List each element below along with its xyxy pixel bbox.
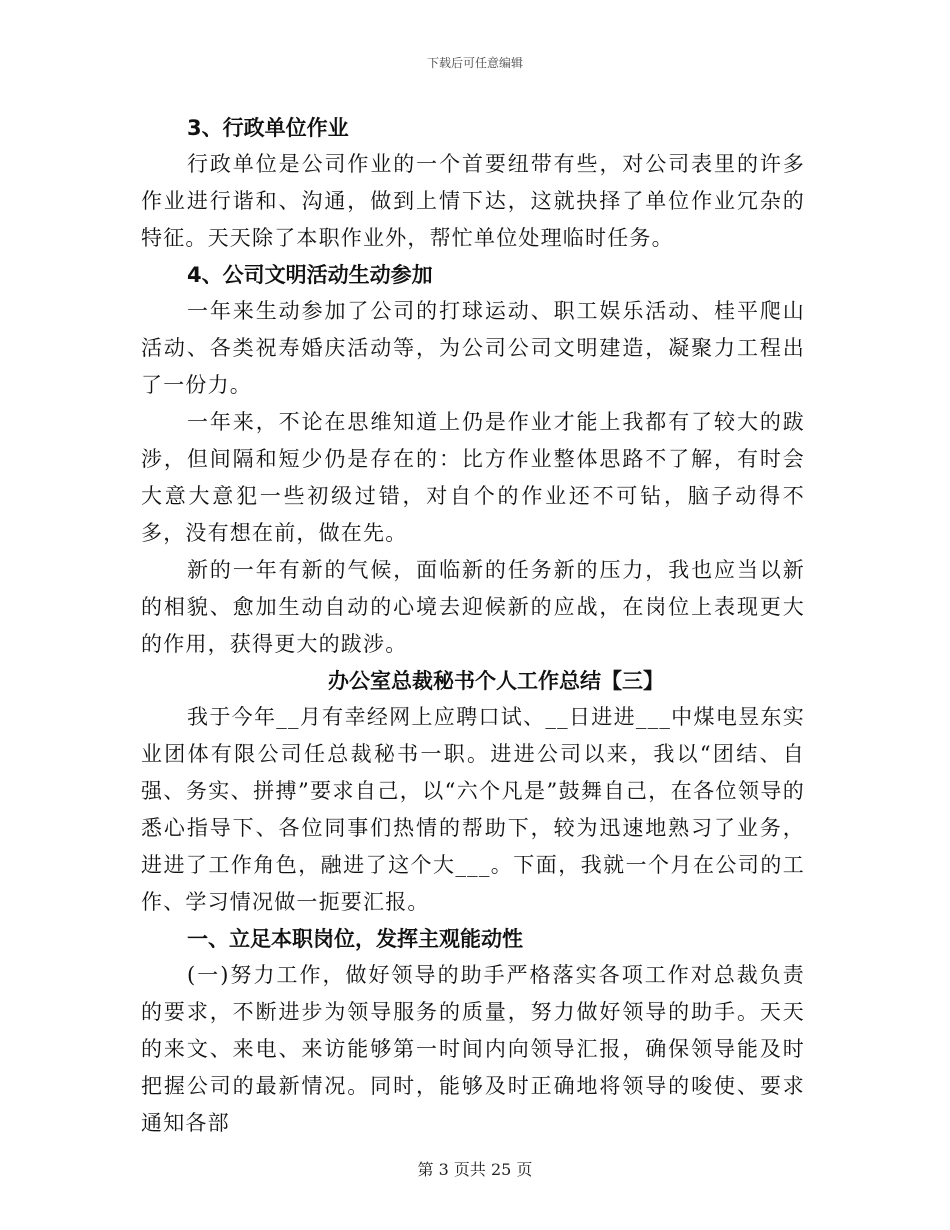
paragraph-4a: 一年来生动参加了公司的打球运动、职工娱乐活动、桂平爬山活动、各类祝寿婚庆活动等，为公司公司文明建造，凝聚力工程出了一份力。 (141, 299, 805, 397)
page-header: 下载后可任意编辑 (426, 56, 523, 70)
document-body (141, 110, 805, 1142)
page-footer: 第 3 页共 25 页 (417, 1160, 533, 1179)
paragraph-one: (一)努力工作，做好领导的助手严格落实各项工作对总裁负责的要求，不断进步为领导服务的质量，努力做好领导的助手。天天的来文、来电、来访能够第一时间内向领导汇报，确保领导能及时把握公司的最新情况。同时，能够及时正确地将领导的唆使、要求通知各部 (141, 963, 805, 1135)
paragraph-4c: 新的一年有新的气候，面临新的任务新的压力，我也应当以新的相貌、愈加生动自动的心境去迎候新的应战，在岗位上表现更大的作用，获得更大的跋涉。 (141, 558, 805, 656)
paragraph-4b: 一年来，不论在思维知道上仍是作业才能上我都有了较大的跋涉，但间隔和短少仍是存在的：比方作业整体思路不了解，有时会大意大意犯一些初级过错，对自个的作业还不可钻，脑子动得不多，没有想在前，做在先。 (141, 410, 805, 545)
paragraph-3: 行政单位是公司作业的一个首要纽带有些，对公司表里的许多作业进行谐和、沟通，做到上情下达，这就抉择了单位作业冗杂的特征。天天除了本职作业外，帮忙单位处理临时任务。 (141, 152, 805, 250)
section-heading-one: 一、立足本职岗位，发挥主观能动性 (187, 927, 523, 951)
section-heading-3: 3、行政单位作业 (187, 116, 349, 140)
section-title-3: 办公室总裁秘书个人工作总结【三】 (328, 669, 664, 693)
section-heading-4: 4、公司文明活动生动参加 (187, 263, 433, 287)
paragraph-intro: 我于今年__月有幸经网上应聘口试、__日进进___中煤电昱东实业团体有限公司任总裁秘书一职。进进公司以来，我以“团结、自强、务实、拼搏”要求自己，以“六个凡是”鼓舞自己，在各位领导的悉心指导下、各位同事们热情的帮助下，较为迅速地熟习了业务，进进了工作角色，融进了这个大___。下面，我就一个月在公司的工作、学习情况做一扼要汇报。 (141, 705, 805, 914)
